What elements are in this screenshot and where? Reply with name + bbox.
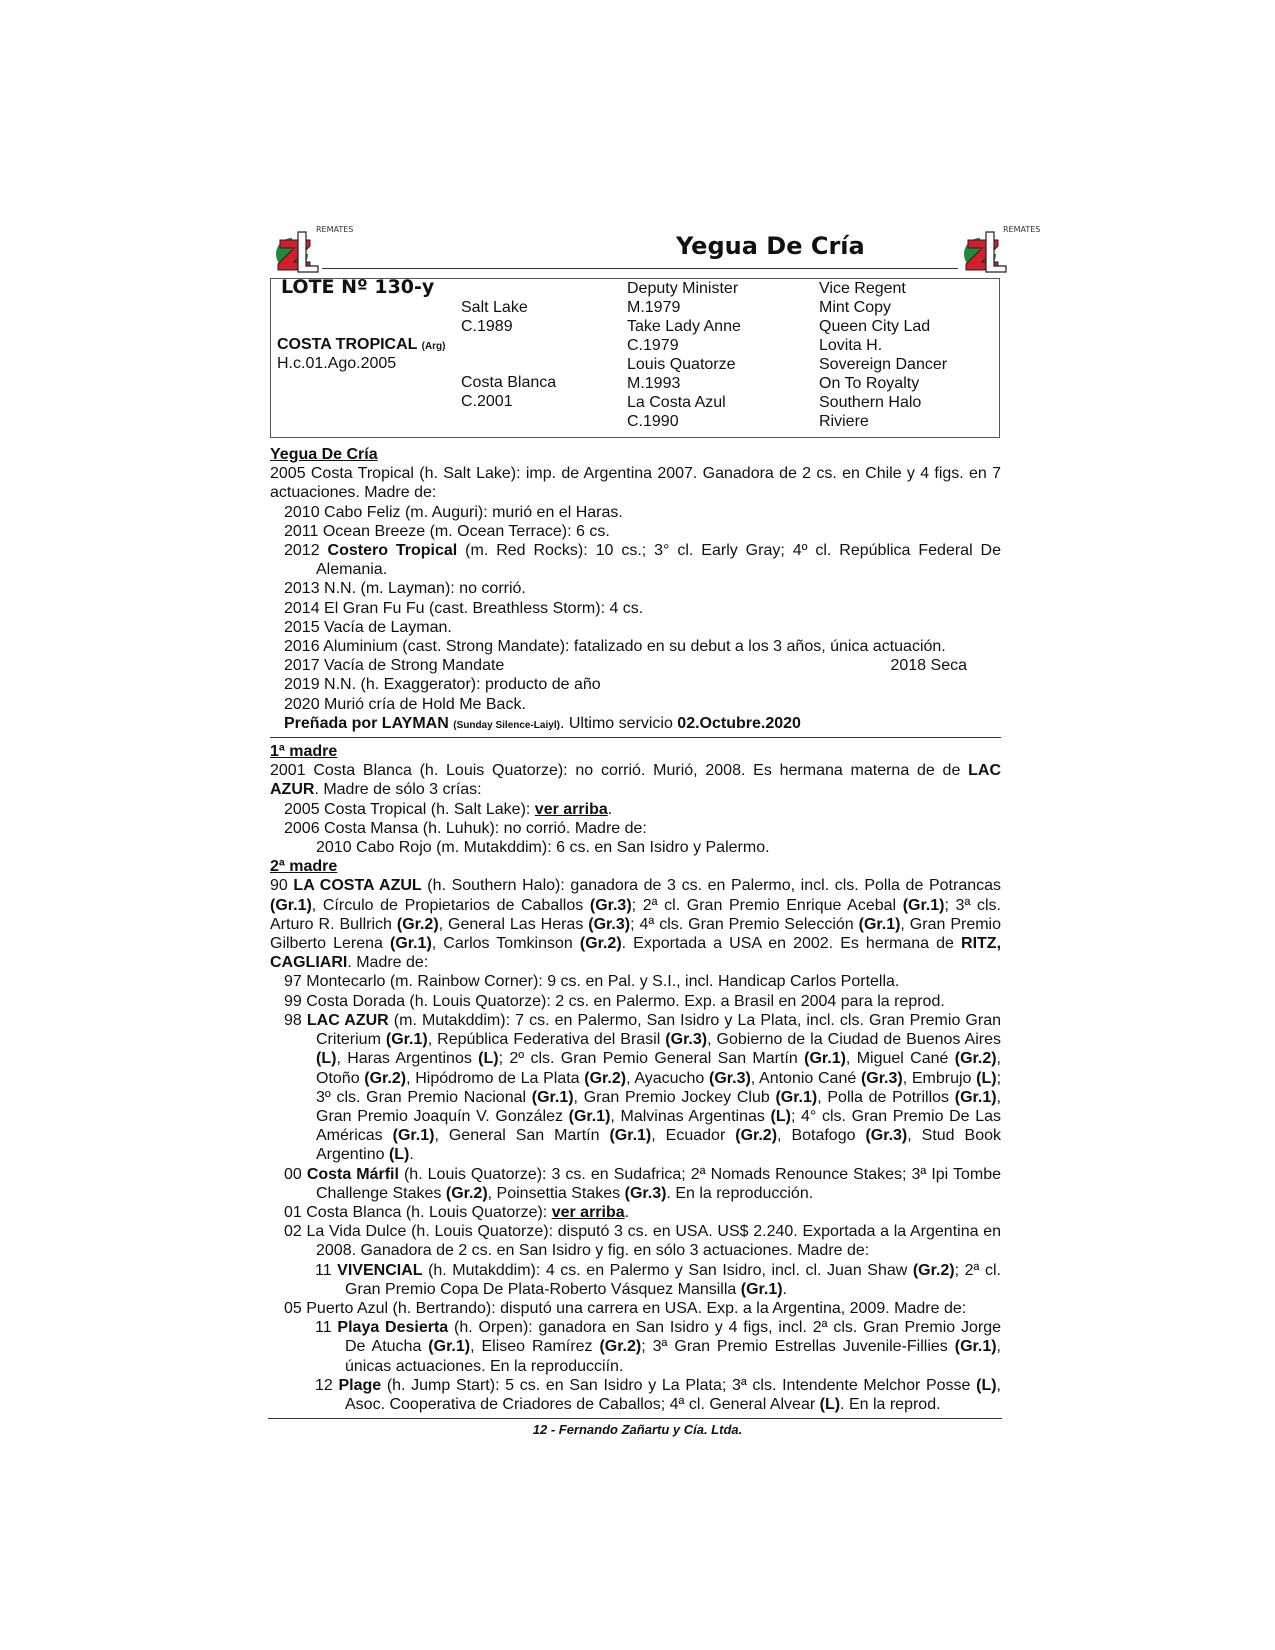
produce-line: 2020 Murió cría de Hold Me Back. — [284, 695, 526, 713]
produce-line: 01 Costa Blanca (h. Louis Quatorze): ver arriba. — [284, 1203, 630, 1221]
grandparent-1-year: M.1979 — [627, 299, 681, 316]
sire-name: Salt Lake — [461, 299, 528, 316]
grandparent-2-year: C.1979 — [627, 337, 679, 354]
produce-line: 02 La Vida Dulce (h. Louis Quatorze): disputó 3 cs. en USA. US$ 2.240. Exportada a la Argentina en 2008. Ganadora de 2 cs. en San Isidro y fig. en sólo 3 actuaciones. Madre de: — [284, 1223, 1001, 1260]
great-grandparent: On To Royalty — [819, 375, 920, 392]
dam-name: Costa Blanca — [461, 374, 557, 391]
produce-line: 97 Montecarlo (m. Rainbow Corner): 9 cs. en Pal. y S.I., incl. Handicap Carlos Portella. — [284, 973, 900, 991]
grandparent-1: Deputy Minister — [627, 280, 739, 297]
produce-line: 2010 Cabo Feliz (m. Auguri): murió en el Haras. — [284, 503, 623, 521]
catalog-content — [270, 445, 1001, 1414]
page-footer: 12 - Fernando Zañartu y Cía. Ltda. — [532, 1422, 743, 1437]
first-dam-intro: 2001 Costa Blanca (h. Louis Quatorze): no corrió. Murió, 2008. Es hermana materna de de LAC AZUR. Madre de sólo 3 crías: — [270, 762, 1001, 799]
produce-line: 2016 Aluminium (cast. Strong Mandate): fatalizado en su debut a los 3 años, única actuación. — [284, 638, 946, 656]
produce-line: 2015 Vacía de Layman. — [284, 618, 452, 636]
produce-line: 99 Costa Dorada (h. Louis Quatorze): 2 cs. en Palermo. Exp. a Brasil en 2004 para la reprod. — [284, 992, 945, 1010]
title-rule — [322, 268, 958, 269]
produce-line: 2017 Vacía de Strong Mandate 2018 Seca — [284, 657, 967, 675]
second-dam-intro: 90 LA COSTA AZUL (h. Southern Halo): ganadora de 3 cs. en Palermo, incl. cls. Polla de Potrancas (Gr.1), Círculo de Propietarios de Caballos (Gr.3); 2ª cl. Gran Premio Enrique Acebal (Gr.1); 3ª cls. Arturo R. Bullrich (Gr.2), General Las Heras (Gr.3); 4ª cls. Gran Premio Selección (Gr.1), Gran Premio Gilberto Lerena (Gr.1), Carlos Tomkinson (Gr.2). Exportada a USA en 2002. Es hermana de RITZ, CAGLIARI. Madre de: — [270, 877, 1002, 972]
remates-logo-text-right: REMATES — [1003, 225, 1041, 234]
section-divider — [270, 737, 1001, 738]
horse-info: H.c.01.Ago.2005 — [277, 355, 397, 372]
produce-line: 2010 Cabo Rojo (m. Mutakddim): 6 cs. en San Isidro y Palermo. — [316, 839, 770, 857]
produce-line: 00 Costa Márfil (h. Louis Quatorze): 3 cs. en Sudafrica; 2ª Nomads Renounce Stakes; 3ª Ipi Tombe Challenge Stakes (Gr.2), Poinsettia Stakes (Gr.3). En la reproducción. — [284, 1165, 1001, 1202]
section-heading-1a-madre: 1ª madre — [270, 743, 338, 761]
produce-line: 2005 Costa Tropical (h. Salt Lake): ver arriba. — [284, 800, 613, 818]
great-grandparent: Mint Copy — [819, 299, 892, 316]
grandparent-3: Louis Quatorze — [627, 356, 736, 373]
great-grandparent: Queen City Lad — [819, 318, 931, 335]
footer-rule — [268, 1418, 1002, 1419]
produce-line: 2006 Costa Mansa (h. Luhuk): no corrió. Madre de: — [284, 819, 647, 837]
produce-line: 2013 N.N. (m. Layman): no corrió. — [284, 580, 526, 598]
great-grandparent: Riviere — [819, 413, 869, 430]
grandparent-4-year: C.1990 — [627, 413, 679, 430]
produce-line: 2011 Ocean Breeze (m. Ocean Terrace): 6 cs. — [284, 522, 610, 540]
pregnancy-line: Preñada por LAYMAN (Sunday Silence-Laiyl). Ultimo servicio 02.Octubre.2020 — [284, 714, 801, 732]
pedigree-box — [270, 278, 1000, 438]
produce-line: 11 Playa Desierta (h. Orpen): ganadora en San Isidro y 4 figs, incl. 2ª cls. Gran Premio Jorge De Atucha (Gr.1), Eliseo Ramírez (Gr.2); 3ª Gran Premio Estrellas Juvenile-Fillies (Gr.1), únicas actuaciones. En la reproducciín. — [315, 1319, 1002, 1375]
page-title: Yegua De Cría — [676, 232, 865, 260]
dam-year: C.2001 — [461, 393, 513, 410]
produce-line: 12 Plage (h. Jump Start): 5 cs. en San Isidro y La Plata; 3ª cls. Intendente Melchor Posse (L), Asoc. Cooperativa de Criadores de Caballos; 4ª cl. General Alvear (L). En la reprod. — [315, 1376, 1001, 1413]
lote-number: LOTE Nº 130-y — [281, 276, 435, 298]
horse-name: COSTA TROPICAL (Arg) — [277, 336, 446, 353]
sire-year: C.1989 — [461, 318, 513, 335]
produce-line: 05 Puerto Azul (h. Bertrando): disputó una carrera en USA. Exp. a la Argentina, 2009. Madre de: — [284, 1299, 967, 1317]
produce-line: 2014 El Gran Fu Fu (cast. Breathless Storm): 4 cs. — [284, 599, 644, 617]
great-grandparent: Sovereign Dancer — [819, 356, 948, 373]
great-grandparent: Lovita H. — [819, 337, 883, 354]
produce-line: 98 LAC AZUR (m. Mutakddim): 7 cs. en Palermo, San Isidro y La Plata, incl. cls. Gran Premio Gran Criterium (Gr.1), República Federativa del Brasil (Gr.3), Gobierno de la Ciudad de Buenos Aires (L), Haras Argentinos (L); 2º cls. Gran Pemio General San Martín (Gr.1), Miguel Cané (Gr.2), Otoño (Gr.2), Hipódromo de La Plata (Gr.2), Ayacucho (Gr.3), Antonio Cané (Gr.3), Embrujo (L); 3º cls. Gran Premio Nacional (Gr.1), Gran Premio Jockey Club (Gr.1), Polla de Potrillos (Gr.1), Gran Premio Joaquín V. González (Gr.1), Malvinas Argentinas (L); 4° cls. Gran Premio De Las Américas (Gr.1), General San Martín (Gr.1), Ecuador (Gr.2), Botafogo (Gr.3), Stud Book Argentino (L). — [284, 1011, 1002, 1164]
remates-logo-text-left: REMATES — [316, 225, 354, 234]
mare-intro: 2005 Costa Tropical (h. Salt Lake): imp. de Argentina 2007. Ganadora de 2 cs. en Chile y 4 figs. en 7 actuaciones. Madre de: — [270, 465, 1001, 502]
great-grandparent: Vice Regent — [819, 280, 906, 297]
produce-line: 2012 Costero Tropical (m. Red Rocks): 10 cs.; 3° cl. Early Gray; 4º cl. República Federal De Alemania. — [284, 542, 1001, 579]
section-heading-2a-madre: 2ª madre — [270, 858, 338, 876]
produce-line: 2019 N.N. (h. Exaggerator): producto de año — [284, 676, 601, 694]
great-grandparent: Southern Halo — [819, 394, 922, 411]
grandparent-2: Take Lady Anne — [627, 318, 741, 335]
grandparent-3-year: M.1993 — [627, 375, 681, 392]
horse-origin: (Arg) — [421, 341, 446, 352]
produce-line: 11 VIVENCIAL (h. Mutakddim): 4 cs. en Palermo y San Isidro, incl. cl. Juan Shaw (Gr.2); 2ª cl. Gran Premio Copa De Plata-Roberto Vásquez Mansilla (Gr.1). — [315, 1261, 1002, 1298]
section-heading-yegua: Yegua De Cría — [270, 446, 378, 463]
grandparent-4: La Costa Azul — [627, 394, 726, 411]
